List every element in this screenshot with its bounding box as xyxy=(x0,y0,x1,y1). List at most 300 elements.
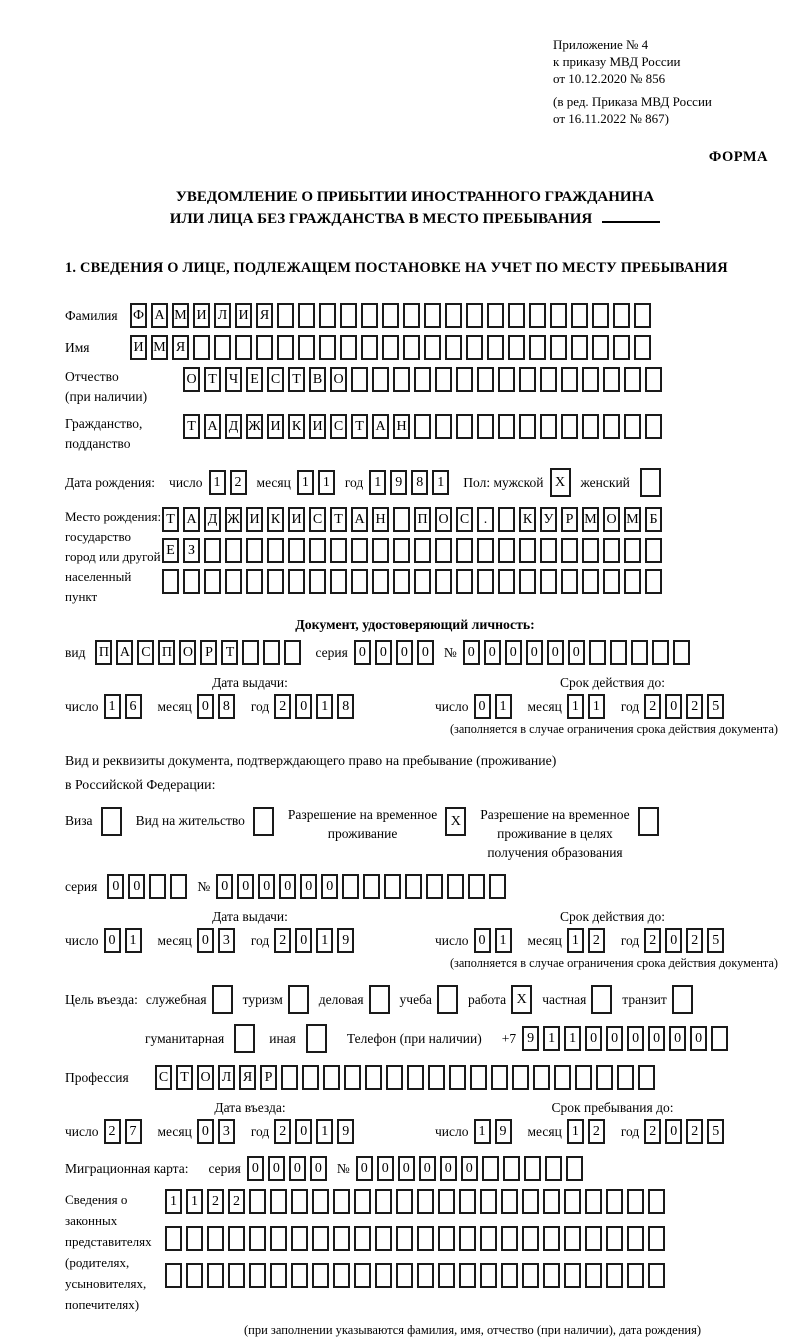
char-box[interactable]: О xyxy=(435,507,452,532)
char-box[interactable] xyxy=(624,414,641,439)
iddoc-issue-day-boxes[interactable] xyxy=(104,694,146,719)
char-box[interactable]: 1 xyxy=(432,470,449,495)
char-box[interactable] xyxy=(228,1226,245,1251)
char-box[interactable]: 0 xyxy=(268,1156,285,1181)
char-box[interactable] xyxy=(591,985,612,1014)
char-box[interactable]: 0 xyxy=(197,928,214,953)
char-box[interactable]: 1 xyxy=(474,1119,491,1144)
char-box[interactable] xyxy=(298,335,315,360)
char-box[interactable] xyxy=(284,640,301,665)
char-box[interactable] xyxy=(456,414,473,439)
char-box[interactable] xyxy=(333,1189,350,1214)
char-box[interactable]: Я xyxy=(239,1065,256,1090)
char-box[interactable]: 0 xyxy=(104,928,121,953)
char-box[interactable] xyxy=(384,874,401,899)
char-box[interactable]: 2 xyxy=(274,928,291,953)
char-box[interactable]: 1 xyxy=(318,470,335,495)
char-box[interactable] xyxy=(498,569,515,594)
char-box[interactable] xyxy=(382,303,399,328)
char-box[interactable] xyxy=(375,1189,392,1214)
char-box[interactable] xyxy=(540,538,557,563)
char-box[interactable] xyxy=(235,335,252,360)
char-box[interactable]: О xyxy=(183,367,200,392)
char-box[interactable]: 1 xyxy=(495,694,512,719)
char-box[interactable] xyxy=(101,807,122,836)
char-box[interactable] xyxy=(281,1065,298,1090)
char-box[interactable]: 0 xyxy=(665,1119,682,1144)
phone-boxes[interactable] xyxy=(522,1026,732,1051)
iddoc-series-boxes[interactable] xyxy=(354,640,438,665)
char-box[interactable] xyxy=(149,874,166,899)
char-box[interactable] xyxy=(183,569,200,594)
char-box[interactable]: И xyxy=(267,414,284,439)
char-box[interactable] xyxy=(522,1189,539,1214)
char-box[interactable] xyxy=(648,1226,665,1251)
char-box[interactable] xyxy=(529,303,546,328)
char-box[interactable] xyxy=(407,1065,424,1090)
char-box[interactable]: 0 xyxy=(398,1156,415,1181)
char-box[interactable]: 2 xyxy=(644,1119,661,1144)
char-box[interactable] xyxy=(435,367,452,392)
purpose-other-checkbox[interactable] xyxy=(306,1024,327,1053)
permit-issue-day-boxes[interactable] xyxy=(104,928,146,953)
char-box[interactable] xyxy=(503,1156,520,1181)
char-box[interactable]: З xyxy=(183,538,200,563)
char-box[interactable]: 0 xyxy=(396,640,413,665)
char-box[interactable]: 0 xyxy=(526,640,543,665)
char-box[interactable] xyxy=(340,335,357,360)
char-box[interactable]: 3 xyxy=(218,928,235,953)
char-box[interactable]: И xyxy=(309,414,326,439)
char-box[interactable]: Л xyxy=(218,1065,235,1090)
char-box[interactable] xyxy=(277,335,294,360)
char-box[interactable] xyxy=(319,303,336,328)
char-box[interactable] xyxy=(508,303,525,328)
char-box[interactable]: 0 xyxy=(484,640,501,665)
char-box[interactable]: Р xyxy=(561,507,578,532)
char-box[interactable]: Я xyxy=(256,303,273,328)
surname-boxes[interactable] xyxy=(130,303,655,328)
char-box[interactable] xyxy=(186,1263,203,1288)
char-box[interactable]: 1 xyxy=(567,694,584,719)
char-box[interactable]: 2 xyxy=(588,928,605,953)
char-box[interactable] xyxy=(449,1065,466,1090)
iddoc-type-boxes[interactable] xyxy=(95,640,305,665)
char-box[interactable] xyxy=(610,640,627,665)
entry-month-boxes[interactable] xyxy=(197,1119,239,1144)
char-box[interactable] xyxy=(533,1065,550,1090)
char-box[interactable]: И xyxy=(235,303,252,328)
char-box[interactable]: Р xyxy=(260,1065,277,1090)
char-box[interactable] xyxy=(291,1226,308,1251)
purpose-commercial-checkbox[interactable] xyxy=(369,985,390,1014)
char-box[interactable]: Д xyxy=(204,507,221,532)
char-box[interactable]: 0 xyxy=(568,640,585,665)
char-box[interactable]: 0 xyxy=(247,1156,264,1181)
char-box[interactable]: Т xyxy=(204,367,221,392)
purpose-humanitarian-checkbox[interactable] xyxy=(234,1024,255,1053)
char-box[interactable] xyxy=(256,335,273,360)
iddoc-valid-month-boxes[interactable] xyxy=(567,694,609,719)
char-box[interactable]: А xyxy=(372,414,389,439)
char-box[interactable] xyxy=(561,367,578,392)
representatives-row3-boxes[interactable] xyxy=(165,1263,669,1288)
char-box[interactable] xyxy=(351,569,368,594)
char-box[interactable] xyxy=(480,1263,497,1288)
char-box[interactable] xyxy=(291,1189,308,1214)
birth-month-boxes[interactable] xyxy=(297,470,339,495)
char-box[interactable] xyxy=(288,569,305,594)
char-box[interactable]: О xyxy=(330,367,347,392)
char-box[interactable]: О xyxy=(197,1065,214,1090)
char-box[interactable]: 0 xyxy=(474,928,491,953)
temp-residence-checkbox[interactable] xyxy=(445,807,466,836)
purpose-transit-checkbox[interactable] xyxy=(672,985,693,1014)
char-box[interactable] xyxy=(207,1226,224,1251)
char-box[interactable] xyxy=(459,1226,476,1251)
char-box[interactable]: Ж xyxy=(246,414,263,439)
char-box[interactable] xyxy=(498,538,515,563)
char-box[interactable]: 9 xyxy=(522,1026,539,1051)
char-box[interactable]: Т xyxy=(221,640,238,665)
char-box[interactable] xyxy=(333,1226,350,1251)
char-box[interactable] xyxy=(312,1226,329,1251)
char-box[interactable]: 0 xyxy=(417,640,434,665)
char-box[interactable] xyxy=(414,569,431,594)
temp-residence-education-checkbox[interactable] xyxy=(638,807,659,836)
char-box[interactable] xyxy=(193,335,210,360)
char-box[interactable] xyxy=(585,1226,602,1251)
char-box[interactable] xyxy=(437,985,458,1014)
char-box[interactable] xyxy=(603,569,620,594)
representatives-row1-boxes[interactable] xyxy=(165,1189,669,1214)
char-box[interactable]: 8 xyxy=(218,694,235,719)
char-box[interactable] xyxy=(435,538,452,563)
char-box[interactable] xyxy=(225,569,242,594)
char-box[interactable]: 2 xyxy=(686,928,703,953)
char-box[interactable] xyxy=(550,303,567,328)
char-box[interactable] xyxy=(298,303,315,328)
char-box[interactable] xyxy=(312,1263,329,1288)
char-box[interactable] xyxy=(543,1263,560,1288)
char-box[interactable]: Д xyxy=(225,414,242,439)
char-box[interactable]: 0 xyxy=(354,640,371,665)
char-box[interactable] xyxy=(550,335,567,360)
char-box[interactable] xyxy=(564,1189,581,1214)
char-box[interactable]: 2 xyxy=(104,1119,121,1144)
char-box[interactable] xyxy=(246,538,263,563)
char-box[interactable] xyxy=(309,538,326,563)
char-box[interactable]: У xyxy=(540,507,557,532)
char-box[interactable]: 9 xyxy=(337,1119,354,1144)
char-box[interactable] xyxy=(645,569,662,594)
char-box[interactable]: 1 xyxy=(567,1119,584,1144)
char-box[interactable]: 0 xyxy=(258,874,275,899)
char-box[interactable] xyxy=(477,414,494,439)
char-box[interactable] xyxy=(249,1226,266,1251)
char-box[interactable]: С xyxy=(330,414,347,439)
char-box[interactable]: К xyxy=(267,507,284,532)
char-box[interactable]: 1 xyxy=(104,694,121,719)
char-box[interactable] xyxy=(480,1189,497,1214)
char-box[interactable] xyxy=(711,1026,728,1051)
entry-year-boxes[interactable] xyxy=(274,1119,358,1144)
char-box[interactable] xyxy=(361,335,378,360)
char-box[interactable] xyxy=(540,569,557,594)
char-box[interactable] xyxy=(482,1156,499,1181)
char-box[interactable]: С xyxy=(267,367,284,392)
char-box[interactable] xyxy=(369,985,390,1014)
iddoc-issue-month-boxes[interactable] xyxy=(197,694,239,719)
char-box[interactable] xyxy=(438,1189,455,1214)
char-box[interactable] xyxy=(330,538,347,563)
char-box[interactable] xyxy=(627,1189,644,1214)
iddoc-valid-year-boxes[interactable] xyxy=(644,694,728,719)
char-box[interactable] xyxy=(445,335,462,360)
char-box[interactable]: 0 xyxy=(295,694,312,719)
char-box[interactable] xyxy=(540,367,557,392)
char-box[interactable]: И xyxy=(288,507,305,532)
char-box[interactable] xyxy=(288,985,309,1014)
char-box[interactable]: А xyxy=(351,507,368,532)
char-box[interactable] xyxy=(417,1263,434,1288)
char-box[interactable]: Л xyxy=(214,303,231,328)
iddoc-valid-day-boxes[interactable] xyxy=(474,694,516,719)
char-box[interactable] xyxy=(447,874,464,899)
char-box[interactable] xyxy=(186,1226,203,1251)
char-box[interactable] xyxy=(361,303,378,328)
char-box[interactable] xyxy=(582,367,599,392)
char-box[interactable]: Ж xyxy=(225,507,242,532)
char-box[interactable] xyxy=(165,1263,182,1288)
char-box[interactable] xyxy=(645,414,662,439)
char-box[interactable] xyxy=(477,569,494,594)
char-box[interactable]: 0 xyxy=(461,1156,478,1181)
char-box[interactable] xyxy=(424,335,441,360)
char-box[interactable] xyxy=(672,985,693,1014)
char-box[interactable]: О xyxy=(603,507,620,532)
char-box[interactable] xyxy=(606,1263,623,1288)
char-box[interactable] xyxy=(477,367,494,392)
char-box[interactable]: 1 xyxy=(564,1026,581,1051)
char-box[interactable] xyxy=(543,1189,560,1214)
permit-valid-month-boxes[interactable] xyxy=(567,928,609,953)
char-box[interactable]: 2 xyxy=(274,694,291,719)
permit-valid-day-boxes[interactable] xyxy=(474,928,516,953)
char-box[interactable]: 2 xyxy=(207,1189,224,1214)
char-box[interactable]: 1 xyxy=(588,694,605,719)
char-box[interactable] xyxy=(617,1065,634,1090)
char-box[interactable]: 5 xyxy=(707,928,724,953)
firstname-boxes[interactable] xyxy=(130,335,655,360)
char-box[interactable]: П xyxy=(158,640,175,665)
char-box[interactable] xyxy=(524,1156,541,1181)
char-box[interactable] xyxy=(333,1263,350,1288)
char-box[interactable]: 2 xyxy=(644,928,661,953)
char-box[interactable] xyxy=(459,1263,476,1288)
char-box[interactable] xyxy=(456,569,473,594)
char-box[interactable]: 0 xyxy=(295,928,312,953)
char-box[interactable] xyxy=(634,335,651,360)
representatives-row2-boxes[interactable] xyxy=(165,1226,669,1251)
birth-day-boxes[interactable] xyxy=(209,470,251,495)
char-box[interactable]: 0 xyxy=(237,874,254,899)
char-box[interactable]: 0 xyxy=(356,1156,373,1181)
char-box[interactable] xyxy=(592,303,609,328)
char-box[interactable] xyxy=(498,367,515,392)
char-box[interactable]: Т xyxy=(351,414,368,439)
char-box[interactable] xyxy=(351,367,368,392)
char-box[interactable]: 0 xyxy=(505,640,522,665)
char-box[interactable]: 1 xyxy=(316,694,333,719)
char-box[interactable] xyxy=(498,414,515,439)
char-box[interactable] xyxy=(566,1156,583,1181)
permit-issue-month-boxes[interactable] xyxy=(197,928,239,953)
char-box[interactable] xyxy=(396,1263,413,1288)
char-box[interactable] xyxy=(267,538,284,563)
char-box[interactable] xyxy=(645,538,662,563)
char-box[interactable]: X xyxy=(550,468,571,497)
char-box[interactable]: 6 xyxy=(125,694,142,719)
char-box[interactable] xyxy=(417,1226,434,1251)
char-box[interactable]: 0 xyxy=(216,874,233,899)
char-box[interactable] xyxy=(489,874,506,899)
char-box[interactable]: 8 xyxy=(337,694,354,719)
stay-year-boxes[interactable] xyxy=(644,1119,728,1144)
char-box[interactable]: Т xyxy=(183,414,200,439)
char-box[interactable] xyxy=(414,414,431,439)
char-box[interactable] xyxy=(606,1189,623,1214)
char-box[interactable] xyxy=(468,874,485,899)
char-box[interactable] xyxy=(330,569,347,594)
char-box[interactable]: 7 xyxy=(125,1119,142,1144)
char-box[interactable]: 2 xyxy=(274,1119,291,1144)
char-box[interactable] xyxy=(414,538,431,563)
char-box[interactable] xyxy=(585,1263,602,1288)
char-box[interactable] xyxy=(372,569,389,594)
char-box[interactable] xyxy=(627,1263,644,1288)
char-box[interactable]: М xyxy=(172,303,189,328)
stay-month-boxes[interactable] xyxy=(567,1119,609,1144)
char-box[interactable] xyxy=(228,1263,245,1288)
char-box[interactable] xyxy=(561,569,578,594)
char-box[interactable]: М xyxy=(624,507,641,532)
char-box[interactable]: 1 xyxy=(165,1189,182,1214)
permit-number-boxes[interactable] xyxy=(216,874,510,899)
char-box[interactable] xyxy=(372,367,389,392)
char-box[interactable] xyxy=(456,538,473,563)
migcard-number-boxes[interactable] xyxy=(356,1156,587,1181)
char-box[interactable] xyxy=(564,1263,581,1288)
permit-valid-year-boxes[interactable] xyxy=(644,928,728,953)
char-box[interactable] xyxy=(508,335,525,360)
char-box[interactable] xyxy=(480,1226,497,1251)
purpose-private-checkbox[interactable] xyxy=(591,985,612,1014)
char-box[interactable] xyxy=(403,335,420,360)
char-box[interactable] xyxy=(426,874,443,899)
char-box[interactable]: Н xyxy=(372,507,389,532)
char-box[interactable]: 0 xyxy=(107,874,124,899)
char-box[interactable] xyxy=(363,874,380,899)
char-box[interactable]: К xyxy=(288,414,305,439)
char-box[interactable] xyxy=(372,538,389,563)
char-box[interactable] xyxy=(170,874,187,899)
char-box[interactable] xyxy=(498,507,515,532)
char-box[interactable] xyxy=(309,569,326,594)
char-box[interactable] xyxy=(249,1263,266,1288)
char-box[interactable]: П xyxy=(95,640,112,665)
char-box[interactable] xyxy=(354,1189,371,1214)
char-box[interactable]: 0 xyxy=(690,1026,707,1051)
char-box[interactable]: 0 xyxy=(474,694,491,719)
char-box[interactable] xyxy=(207,1263,224,1288)
char-box[interactable] xyxy=(435,569,452,594)
patronymic-boxes[interactable] xyxy=(183,367,666,392)
char-box[interactable] xyxy=(438,1226,455,1251)
char-box[interactable] xyxy=(375,1226,392,1251)
char-box[interactable] xyxy=(249,1189,266,1214)
char-box[interactable] xyxy=(396,1226,413,1251)
char-box[interactable] xyxy=(522,1263,539,1288)
char-box[interactable]: 0 xyxy=(585,1026,602,1051)
char-box[interactable]: К xyxy=(519,507,536,532)
char-box[interactable]: 9 xyxy=(495,1119,512,1144)
char-box[interactable] xyxy=(648,1263,665,1288)
char-box[interactable] xyxy=(519,538,536,563)
char-box[interactable] xyxy=(470,1065,487,1090)
char-box[interactable]: С xyxy=(456,507,473,532)
char-box[interactable] xyxy=(589,640,606,665)
char-box[interactable] xyxy=(487,335,504,360)
char-box[interactable] xyxy=(263,640,280,665)
char-box[interactable] xyxy=(501,1263,518,1288)
char-box[interactable]: Т xyxy=(162,507,179,532)
char-box[interactable]: Р xyxy=(200,640,217,665)
char-box[interactable]: 1 xyxy=(297,470,314,495)
char-box[interactable] xyxy=(624,538,641,563)
char-box[interactable] xyxy=(575,1065,592,1090)
char-box[interactable]: 0 xyxy=(665,694,682,719)
char-box[interactable]: Ф xyxy=(130,303,147,328)
visa-checkbox[interactable] xyxy=(101,807,122,836)
char-box[interactable] xyxy=(438,1263,455,1288)
char-box[interactable] xyxy=(351,538,368,563)
char-box[interactable]: А xyxy=(151,303,168,328)
char-box[interactable]: 2 xyxy=(588,1119,605,1144)
char-box[interactable]: 0 xyxy=(310,1156,327,1181)
char-box[interactable] xyxy=(466,303,483,328)
char-box[interactable] xyxy=(673,640,690,665)
char-box[interactable] xyxy=(435,414,452,439)
char-box[interactable] xyxy=(592,335,609,360)
char-box[interactable]: Н xyxy=(393,414,410,439)
citizenship-boxes[interactable] xyxy=(183,414,666,439)
birthplace-row1-boxes[interactable] xyxy=(162,507,666,532)
char-box[interactable] xyxy=(634,303,651,328)
char-box[interactable] xyxy=(477,538,494,563)
char-box[interactable] xyxy=(204,569,221,594)
sex-male-checkbox[interactable] xyxy=(550,468,571,497)
char-box[interactable] xyxy=(393,569,410,594)
iddoc-number-boxes[interactable] xyxy=(463,640,694,665)
char-box[interactable]: 2 xyxy=(644,694,661,719)
char-box[interactable] xyxy=(445,303,462,328)
residence-permit-checkbox[interactable] xyxy=(253,807,274,836)
purpose-tourism-checkbox[interactable] xyxy=(288,985,309,1014)
char-box[interactable] xyxy=(606,1226,623,1251)
char-box[interactable] xyxy=(424,303,441,328)
iddoc-issue-year-boxes[interactable] xyxy=(274,694,358,719)
